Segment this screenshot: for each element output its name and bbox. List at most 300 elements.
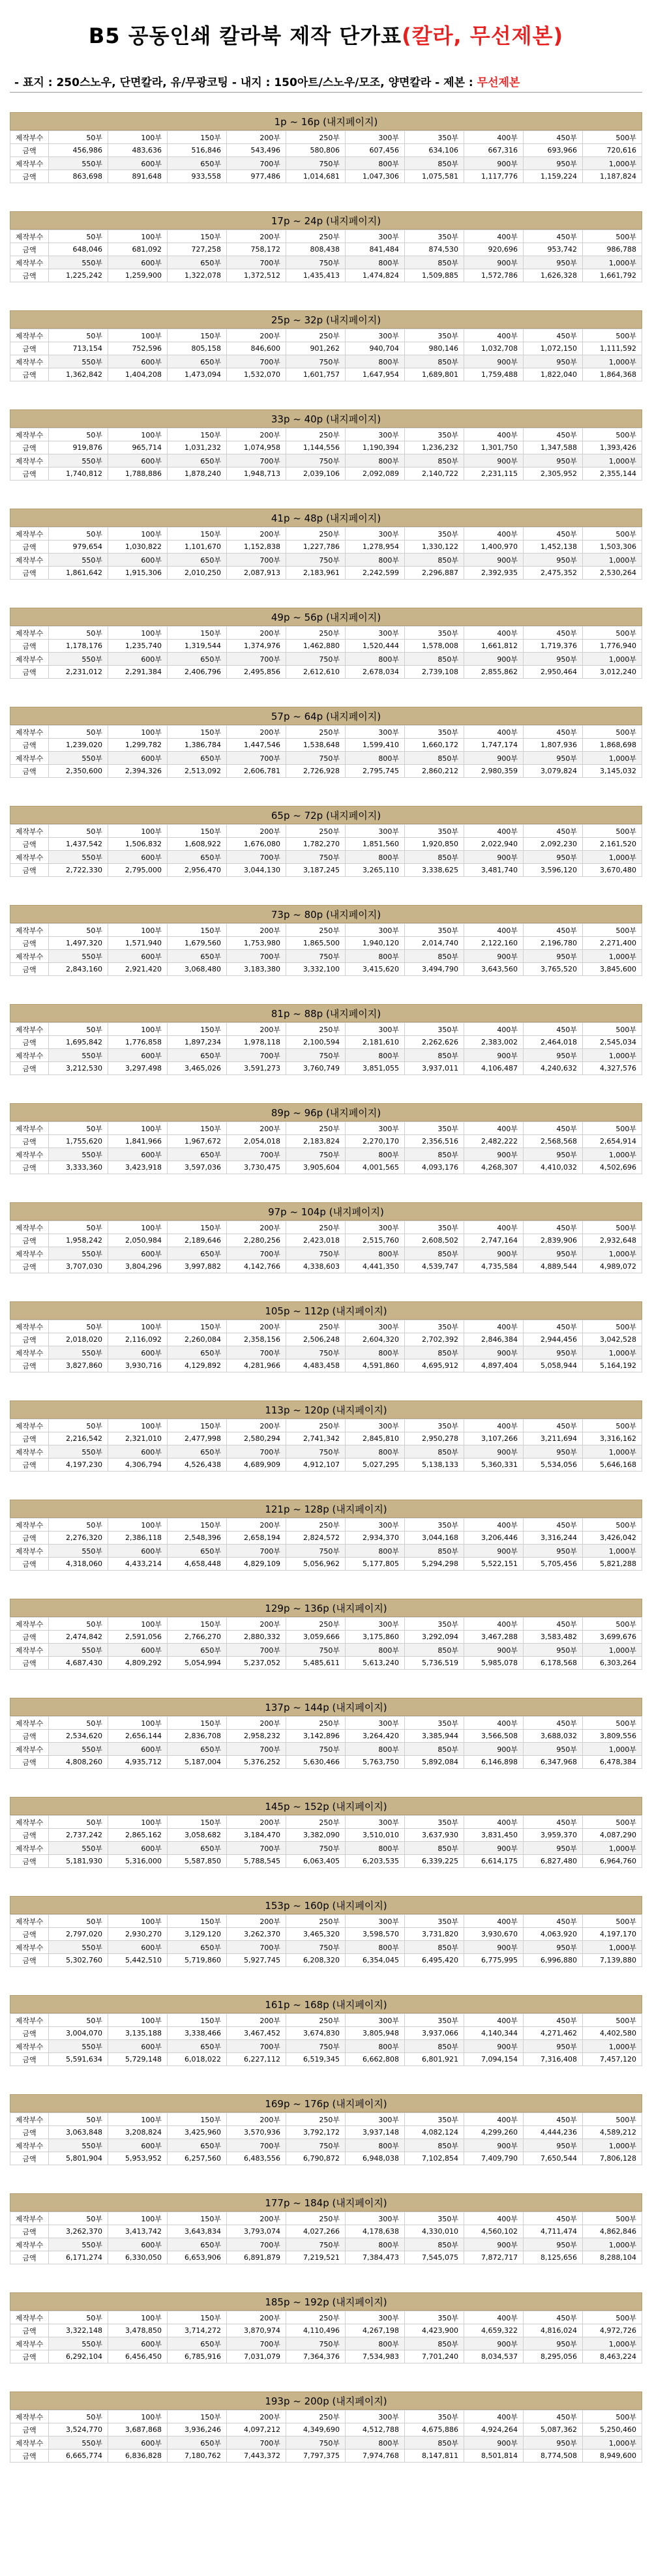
price-cell: 2,482,222	[464, 1135, 524, 1148]
price-cell: 1,503,306	[583, 540, 642, 554]
price-cell: 6,483,556	[227, 2152, 286, 2165]
price-cell: 965,714	[108, 441, 168, 454]
price-cell: 3,596,120	[524, 864, 583, 877]
qty-cell: 600부	[108, 653, 168, 666]
price-cell: 5,788,545	[227, 1855, 286, 1868]
price-cell: 1,047,306	[346, 170, 405, 183]
price-cell: 5,801,904	[49, 2152, 108, 2165]
price-cell: 7,139,880	[583, 1954, 642, 1967]
price-cell: 3,598,570	[346, 1928, 405, 1941]
price-cell: 1,520,444	[346, 640, 405, 653]
price-table	[10, 229, 642, 282]
price-cell: 5,181,930	[49, 1855, 108, 1868]
qty-cell: 500부	[583, 428, 642, 441]
row-label: 금액	[10, 640, 49, 653]
price-cell: 3,044,168	[405, 1532, 464, 1545]
qty-cell: 400부	[464, 1023, 524, 1036]
qty-cell: 450부	[524, 230, 583, 243]
price-cell: 4,402,580	[583, 2027, 642, 2040]
section-header: 193p ~ 200p (내지페이지)	[10, 2391, 642, 2410]
spec-text: - 표지 : 250스노우, 단면칼라, 유/무광코팅 - 내지 : 150아트/스노우/모조, 양면칼라 - 제본 :	[14, 76, 477, 89]
qty-cell: 250부	[286, 2113, 346, 2126]
section-header: 73p ~ 80p (내지페이지)	[10, 905, 642, 923]
qty-cell: 450부	[524, 2212, 583, 2225]
price-cell: 1,239,020	[49, 739, 108, 752]
price-row	[10, 1458, 642, 1472]
price-section	[10, 707, 642, 805]
price-cell: 1,776,858	[108, 1036, 168, 1049]
qty-cell: 350부	[405, 2212, 464, 2225]
price-cell: 4,658,448	[168, 1558, 227, 1571]
qty-cell: 350부	[405, 527, 464, 540]
qty-cell: 200부	[227, 1221, 286, 1234]
price-cell: 5,763,750	[346, 1756, 405, 1769]
price-cell: 1,227,786	[286, 540, 346, 554]
qty-cell: 600부	[108, 2139, 168, 2152]
section-header: 49p ~ 56p (내지페이지)	[10, 608, 642, 626]
price-cell: 3,510,010	[346, 1829, 405, 1842]
qty-cell: 150부	[168, 1717, 227, 1730]
price-cell: 2,356,516	[405, 1135, 464, 1148]
qty-cell: 350부	[405, 2410, 464, 2423]
price-cell: 1,301,750	[464, 441, 524, 454]
qty-cell: 700부	[227, 2139, 286, 2152]
row-label: 금액	[10, 1954, 49, 1967]
price-row	[10, 2423, 642, 2436]
qty-cell: 750부	[286, 1247, 346, 1260]
price-cell: 1,030,822	[108, 540, 168, 554]
price-cell: 8,034,537	[464, 2350, 524, 2363]
qty-row	[10, 2040, 642, 2053]
qty-cell: 750부	[286, 157, 346, 170]
qty-cell: 400부	[464, 1419, 524, 1432]
price-section	[10, 1698, 642, 1796]
qty-cell: 550부	[49, 157, 108, 170]
row-label: 제작부수	[10, 454, 49, 467]
price-cell: 3,465,026	[168, 1062, 227, 1075]
price-cell: 1,152,838	[227, 540, 286, 554]
qty-cell: 100부	[108, 1023, 168, 1036]
qty-cell: 750부	[286, 1346, 346, 1359]
price-cell: 7,409,790	[464, 2152, 524, 2165]
title-main: B5 공동인쇄 칼라북 제작 단가표	[88, 23, 402, 48]
price-cell: 1,647,954	[346, 368, 405, 381]
qty-row	[10, 1743, 642, 1756]
price-row	[10, 2152, 642, 2165]
price-cell: 3,805,948	[346, 2027, 405, 2040]
section-header: 33p ~ 40p (내지페이지)	[10, 409, 642, 428]
price-table	[10, 1221, 642, 1273]
price-cell: 1,661,812	[464, 640, 524, 653]
price-cell: 5,985,078	[464, 1657, 524, 1670]
qty-cell: 850부	[405, 1346, 464, 1359]
price-cell: 648,046	[49, 243, 108, 256]
price-cell: 2,475,352	[524, 567, 583, 580]
row-label: 금액	[10, 170, 49, 183]
price-cell: 1,452,138	[524, 540, 583, 554]
qty-cell: 300부	[346, 2410, 405, 2423]
qty-row	[10, 2436, 642, 2450]
qty-cell: 700부	[227, 1545, 286, 1558]
price-cell: 4,924,264	[464, 2423, 524, 2436]
qty-cell: 700부	[227, 1644, 286, 1657]
price-cell: 3,382,090	[286, 1829, 346, 1842]
price-cell: 3,831,450	[464, 1829, 524, 1842]
qty-cell: 350부	[405, 1618, 464, 1631]
qty-cell: 350부	[405, 1915, 464, 1928]
qty-cell: 200부	[227, 2113, 286, 2126]
qty-cell: 750부	[286, 2436, 346, 2450]
price-cell: 3,044,130	[227, 864, 286, 877]
qty-cell: 650부	[168, 157, 227, 170]
price-row	[10, 937, 642, 950]
price-cell: 2,530,264	[583, 567, 642, 580]
price-cell: 1,807,936	[524, 739, 583, 752]
price-row	[10, 1855, 642, 1868]
qty-cell: 950부	[524, 851, 583, 864]
row-label: 제작부수	[10, 1915, 49, 1928]
price-cell: 3,809,556	[583, 1730, 642, 1743]
qty-cell: 500부	[583, 1915, 642, 1928]
price-row	[10, 2324, 642, 2337]
qty-cell: 300부	[346, 1717, 405, 1730]
price-cell: 1,776,940	[583, 640, 642, 653]
price-section	[10, 1103, 642, 1201]
qty-cell: 650부	[168, 256, 227, 269]
price-cell: 2,658,194	[227, 1532, 286, 1545]
price-cell: 1,159,224	[524, 170, 583, 183]
qty-cell: 1,000부	[583, 1941, 642, 1954]
qty-cell: 550부	[49, 752, 108, 765]
price-cell: 4,889,544	[524, 1260, 583, 1273]
row-label: 제작부수	[10, 1842, 49, 1855]
price-cell: 4,197,170	[583, 1928, 642, 1941]
price-cell: 3,570,936	[227, 2126, 286, 2139]
qty-cell: 300부	[346, 1618, 405, 1631]
price-cell: 2,291,384	[108, 666, 168, 679]
qty-cell: 850부	[405, 1148, 464, 1161]
qty-cell: 450부	[524, 726, 583, 739]
price-cell: 2,092,230	[524, 838, 583, 851]
qty-cell: 400부	[464, 1320, 524, 1333]
qty-cell: 250부	[286, 2212, 346, 2225]
qty-cell: 550부	[49, 1545, 108, 1558]
price-cell: 1,473,094	[168, 368, 227, 381]
qty-cell: 700부	[227, 256, 286, 269]
qty-cell: 450부	[524, 1816, 583, 1829]
price-cell: 2,189,646	[168, 1234, 227, 1247]
qty-cell: 800부	[346, 1049, 405, 1062]
price-cell: 1,075,581	[405, 170, 464, 183]
price-cell: 2,183,824	[286, 1135, 346, 1148]
price-cell: 6,836,828	[108, 2450, 168, 2463]
qty-cell: 600부	[108, 1545, 168, 1558]
qty-cell: 600부	[108, 851, 168, 864]
qty-cell: 150부	[168, 131, 227, 144]
price-cell: 4,912,107	[286, 1458, 346, 1472]
price-table	[10, 2112, 642, 2165]
price-row	[10, 765, 642, 778]
row-label: 제작부수	[10, 2014, 49, 2027]
qty-cell: 850부	[405, 157, 464, 170]
qty-cell: 400부	[464, 230, 524, 243]
price-cell: 4,087,290	[583, 1829, 642, 1842]
qty-cell: 750부	[286, 1941, 346, 1954]
qty-cell: 650부	[168, 2337, 227, 2350]
qty-cell: 600부	[108, 1743, 168, 1756]
qty-cell: 550부	[49, 2139, 108, 2152]
price-cell: 4,001,565	[346, 1161, 405, 1174]
price-cell: 2,477,998	[168, 1432, 227, 1445]
qty-cell: 200부	[227, 2410, 286, 2423]
price-cell: 805,158	[168, 342, 227, 355]
price-cell: 3,042,528	[583, 1333, 642, 1346]
price-cell: 4,539,747	[405, 1260, 464, 1273]
qty-cell: 300부	[346, 2014, 405, 2027]
price-cell: 6,614,175	[464, 1855, 524, 1868]
row-label: 제작부수	[10, 2040, 49, 2053]
price-section	[10, 2292, 642, 2390]
qty-cell: 1,000부	[583, 851, 642, 864]
qty-cell: 800부	[346, 950, 405, 963]
price-cell: 8,501,814	[464, 2450, 524, 2463]
price-cell: 4,809,292	[108, 1657, 168, 1670]
price-cell: 2,161,520	[583, 838, 642, 851]
qty-cell: 950부	[524, 2040, 583, 2053]
qty-cell: 1,000부	[583, 2436, 642, 2450]
price-cell: 4,299,260	[464, 2126, 524, 2139]
price-cell: 5,027,295	[346, 1458, 405, 1472]
qty-cell: 450부	[524, 825, 583, 838]
price-cell: 6,063,405	[286, 1855, 346, 1868]
qty-cell: 850부	[405, 256, 464, 269]
price-cell: 1,695,842	[49, 1036, 108, 1049]
qty-cell: 600부	[108, 2436, 168, 2450]
qty-cell: 650부	[168, 1842, 227, 1855]
price-cell: 1,719,376	[524, 640, 583, 653]
price-row	[10, 2450, 642, 2463]
row-label: 제작부수	[10, 355, 49, 368]
qty-cell: 450부	[524, 1320, 583, 1333]
qty-cell: 1,000부	[583, 1743, 642, 1756]
qty-cell: 950부	[524, 454, 583, 467]
qty-cell: 50부	[49, 1122, 108, 1135]
price-cell: 6,257,560	[168, 2152, 227, 2165]
price-section	[10, 310, 642, 408]
section-header: 41p ~ 48p (내지페이지)	[10, 509, 642, 527]
qty-cell: 300부	[346, 1915, 405, 1928]
section-header: 137p ~ 144p (내지페이지)	[10, 1698, 642, 1716]
price-cell: 1,437,542	[49, 838, 108, 851]
qty-cell: 150부	[168, 1419, 227, 1432]
price-cell: 543,496	[227, 144, 286, 157]
qty-row	[10, 157, 642, 170]
price-cell: 6,662,808	[346, 2053, 405, 2066]
qty-cell: 950부	[524, 1445, 583, 1458]
price-cell: 4,808,260	[49, 1756, 108, 1769]
row-label: 제작부수	[10, 627, 49, 640]
price-cell: 1,014,681	[286, 170, 346, 183]
qty-cell: 900부	[464, 2139, 524, 2152]
price-cell: 3,297,498	[108, 1062, 168, 1075]
price-row	[10, 1558, 642, 1571]
price-cell: 5,705,456	[524, 1558, 583, 1571]
price-cell: 2,018,020	[49, 1333, 108, 1346]
qty-cell: 100부	[108, 2311, 168, 2324]
qty-cell: 600부	[108, 1644, 168, 1657]
row-label: 금액	[10, 441, 49, 454]
qty-cell: 850부	[405, 454, 464, 467]
qty-cell: 550부	[49, 256, 108, 269]
section-header: 153p ~ 160p (내지페이지)	[10, 1896, 642, 1914]
qty-cell: 800부	[346, 454, 405, 467]
qty-cell: 650부	[168, 2139, 227, 2152]
qty-cell: 150부	[168, 2212, 227, 2225]
qty-cell: 800부	[346, 1545, 405, 1558]
qty-cell: 350부	[405, 1419, 464, 1432]
price-row	[10, 567, 642, 580]
row-label: 제작부수	[10, 428, 49, 441]
price-cell: 7,384,473	[346, 2251, 405, 2264]
price-cell: 3,467,288	[464, 1631, 524, 1644]
qty-cell: 50부	[49, 1717, 108, 1730]
qty-row	[10, 1618, 642, 1631]
qty-cell: 50부	[49, 2311, 108, 2324]
price-cell: 2,355,144	[583, 467, 642, 481]
price-cell: 3,524,770	[49, 2423, 108, 2436]
row-label: 금액	[10, 1234, 49, 1247]
qty-cell: 50부	[49, 2113, 108, 2126]
price-cell: 2,921,420	[108, 963, 168, 976]
price-cell: 2,260,084	[168, 1333, 227, 1346]
qty-cell: 50부	[49, 1023, 108, 1036]
price-cell: 7,534,983	[346, 2350, 405, 2363]
qty-row	[10, 1346, 642, 1359]
qty-cell: 450부	[524, 2311, 583, 2324]
price-cell: 2,394,326	[108, 765, 168, 778]
qty-cell: 550부	[49, 851, 108, 864]
price-cell: 2,358,156	[227, 1333, 286, 1346]
price-cell: 2,766,270	[168, 1631, 227, 1644]
price-cell: 7,102,854	[405, 2152, 464, 2165]
price-cell: 3,262,370	[227, 1928, 286, 1941]
qty-cell: 1,000부	[583, 2040, 642, 2053]
qty-row	[10, 950, 642, 963]
row-label: 금액	[10, 838, 49, 851]
qty-row	[10, 851, 642, 864]
qty-cell: 100부	[108, 329, 168, 342]
row-label: 제작부수	[10, 1346, 49, 1359]
qty-cell: 950부	[524, 2337, 583, 2350]
price-cell: 4,271,462	[524, 2027, 583, 2040]
price-cell: 3,385,944	[405, 1730, 464, 1743]
price-cell: 5,187,004	[168, 1756, 227, 1769]
price-cell: 2,932,648	[583, 1234, 642, 1247]
row-label: 제작부수	[10, 1518, 49, 1532]
qty-cell: 400부	[464, 627, 524, 640]
qty-cell: 550부	[49, 1743, 108, 1756]
price-cell: 1,865,500	[286, 937, 346, 950]
qty-cell: 100부	[108, 1518, 168, 1532]
qty-row	[10, 428, 642, 441]
qty-row	[10, 752, 642, 765]
price-cell: 1,599,410	[346, 739, 405, 752]
price-cell: 3,145,032	[583, 765, 642, 778]
price-cell: 2,722,330	[49, 864, 108, 877]
qty-cell: 1,000부	[583, 2139, 642, 2152]
price-cell: 2,855,862	[464, 666, 524, 679]
price-cell: 8,774,508	[524, 2450, 583, 2463]
price-table	[10, 923, 642, 976]
price-cell: 3,004,070	[49, 2027, 108, 2040]
qty-cell: 900부	[464, 1941, 524, 1954]
price-cell: 919,876	[49, 441, 108, 454]
price-cell: 3,583,482	[524, 1631, 583, 1644]
qty-cell: 950부	[524, 1247, 583, 1260]
qty-cell: 250부	[286, 2311, 346, 2324]
qty-cell: 800부	[346, 1148, 405, 1161]
price-cell: 4,093,176	[405, 1161, 464, 1174]
qty-cell: 650부	[168, 554, 227, 567]
price-cell: 1,497,320	[49, 937, 108, 950]
qty-cell: 800부	[346, 554, 405, 567]
price-cell: 5,056,962	[286, 1558, 346, 1571]
price-cell: 2,568,568	[524, 1135, 583, 1148]
price-cell: 1,101,670	[168, 540, 227, 554]
qty-cell: 200부	[227, 2212, 286, 2225]
price-cell: 720,616	[583, 144, 642, 157]
price-row	[10, 1333, 642, 1346]
row-label: 제작부수	[10, 1445, 49, 1458]
qty-cell: 600부	[108, 554, 168, 567]
qty-cell: 750부	[286, 1743, 346, 1756]
qty-row	[10, 653, 642, 666]
price-cell: 6,801,921	[405, 2053, 464, 2066]
qty-cell: 350부	[405, 1518, 464, 1532]
row-label: 금액	[10, 2251, 49, 2264]
qty-cell: 550부	[49, 2040, 108, 2053]
qty-cell: 100부	[108, 1717, 168, 1730]
price-cell: 2,606,781	[227, 765, 286, 778]
qty-cell: 300부	[346, 924, 405, 937]
row-label: 제작부수	[10, 329, 49, 342]
price-table	[10, 329, 642, 381]
qty-cell: 400부	[464, 329, 524, 342]
price-cell: 1,878,240	[168, 467, 227, 481]
price-cell: 4,816,024	[524, 2324, 583, 2337]
row-label: 금액	[10, 1333, 49, 1346]
row-label: 제작부수	[10, 2238, 49, 2251]
price-cell: 3,316,162	[583, 1432, 642, 1445]
price-cell: 7,219,521	[286, 2251, 346, 2264]
qty-cell: 850부	[405, 950, 464, 963]
qty-row	[10, 454, 642, 467]
price-cell: 456,986	[49, 144, 108, 157]
price-cell: 3,322,148	[49, 2324, 108, 2337]
row-label: 금액	[10, 937, 49, 950]
qty-cell: 850부	[405, 752, 464, 765]
price-cell: 2,231,012	[49, 666, 108, 679]
qty-cell: 800부	[346, 1445, 405, 1458]
qty-cell: 50부	[49, 924, 108, 937]
price-cell: 6,330,050	[108, 2251, 168, 2264]
price-cell: 6,964,760	[583, 1855, 642, 1868]
qty-cell: 1,000부	[583, 1049, 642, 1062]
price-cell: 4,989,072	[583, 1260, 642, 1273]
qty-cell: 850부	[405, 1545, 464, 1558]
qty-cell: 950부	[524, 1545, 583, 1558]
row-label: 금액	[10, 1135, 49, 1148]
